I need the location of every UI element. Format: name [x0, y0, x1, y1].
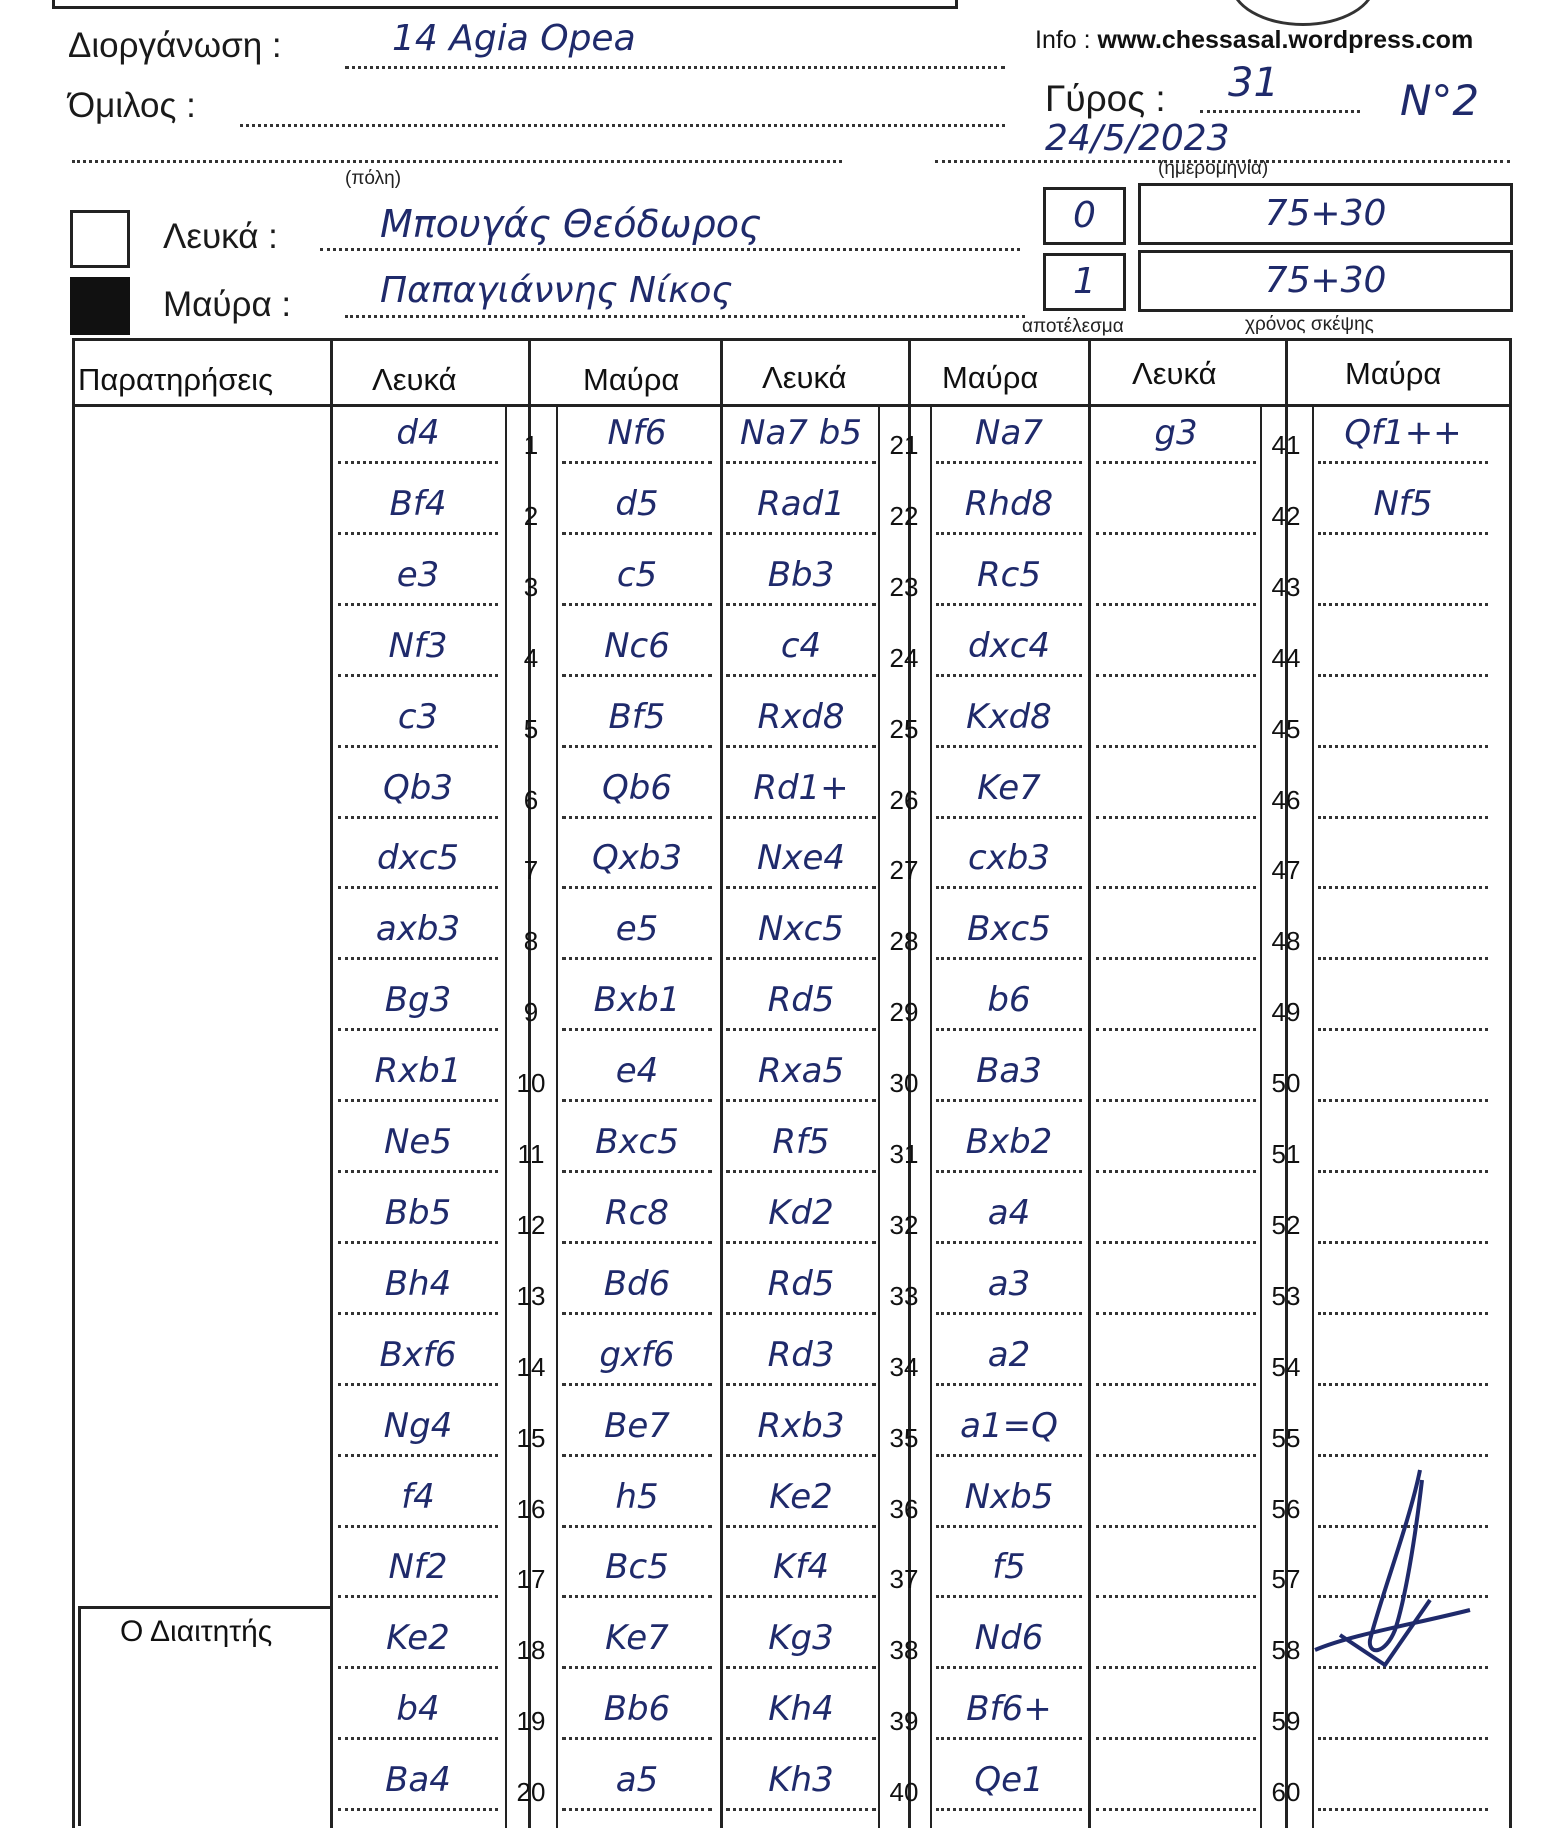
- black-move-cell: e4: [562, 1046, 712, 1102]
- black-player-name: Παπαγιάννης Νίκος: [380, 270, 733, 311]
- white-move-cell: [1096, 833, 1256, 889]
- white-move-cell: [1096, 1755, 1256, 1811]
- top-border-bar: [52, 0, 958, 9]
- black-move-cell: Nxb5: [936, 1472, 1082, 1528]
- move-number: 34: [889, 1351, 919, 1382]
- move-number: 13: [516, 1280, 546, 1311]
- move-number: 36: [889, 1493, 919, 1524]
- num-col-line-3l: [1260, 404, 1262, 1828]
- white-move-cell: [1096, 763, 1256, 819]
- move-number: 48: [1271, 926, 1301, 957]
- move-number: 15: [516, 1422, 546, 1453]
- white-move-cell: Bb3: [726, 550, 876, 606]
- move-number: 57: [1271, 1564, 1301, 1595]
- black-move-cell: Qb6: [562, 763, 712, 819]
- white-move-cell: [1096, 692, 1256, 748]
- white-color-square: [70, 210, 130, 268]
- white-player-name: Μπουγάς Θεόδωρος: [380, 202, 762, 246]
- move-number: 49: [1271, 997, 1301, 1028]
- move-number: 58: [1271, 1635, 1301, 1666]
- white-move-cell: Rd5: [726, 975, 876, 1031]
- round-dotted-line: [1200, 110, 1360, 113]
- white-move-cell: [1096, 479, 1256, 535]
- white-move-cell: Nf3: [338, 621, 498, 677]
- move-number: 51: [1271, 1139, 1301, 1169]
- header-separator: [72, 404, 1512, 407]
- move-number: 43: [1271, 571, 1301, 602]
- white-move-cell: Rd1+: [726, 763, 876, 819]
- black-move-cell: Ba3: [936, 1046, 1082, 1102]
- move-number: 22: [889, 500, 919, 531]
- black-move-cell: [1318, 1188, 1488, 1244]
- black-move-cell: a5: [562, 1755, 712, 1811]
- white-move-cell: [1096, 1330, 1256, 1386]
- white-move-cell: [1096, 1188, 1256, 1244]
- move-number: 6: [523, 784, 539, 815]
- black-move-cell: Bd6: [562, 1259, 712, 1315]
- black-move-cell: [1318, 621, 1488, 677]
- round-label: Γύρος :: [1045, 78, 1166, 119]
- round-value: 31: [1228, 60, 1279, 106]
- move-number: 54: [1271, 1351, 1301, 1382]
- tournament-dotted-line: [345, 66, 1005, 69]
- black-move-cell: Qe1: [936, 1755, 1082, 1811]
- move-number: 19: [516, 1706, 546, 1737]
- black-move-cell: Bc5: [562, 1542, 712, 1598]
- black-move-cell: Bxb1: [562, 975, 712, 1031]
- black-move-cell: h5: [562, 1472, 712, 1528]
- move-number: 56: [1271, 1493, 1301, 1524]
- board-number: N°2: [1400, 76, 1480, 125]
- move-number: 5: [523, 713, 539, 744]
- black-move-cell: [1318, 1755, 1488, 1811]
- black-move-cell: cxb3: [936, 833, 1082, 889]
- white-result-box: [1043, 187, 1126, 245]
- col-line-b: [720, 338, 723, 1828]
- white-move-cell: Rf5: [726, 1117, 876, 1173]
- move-number: 8: [523, 926, 539, 957]
- arbiter-label: Ο Διαιτητής: [120, 1615, 273, 1648]
- black-header-3: Μαύρα: [1345, 356, 1442, 391]
- black-move-cell: [1318, 763, 1488, 819]
- white-move-cell: Kf4: [726, 1542, 876, 1598]
- move-number: 46: [1271, 784, 1301, 815]
- black-move-cell: Rc8: [562, 1188, 712, 1244]
- white-move-cell: [1096, 1542, 1256, 1598]
- white-move-cell: g3: [1096, 408, 1256, 464]
- black-move-cell: [1318, 1330, 1488, 1386]
- white-move-cell: [1096, 1117, 1256, 1173]
- white-time-box: [1138, 183, 1513, 245]
- white-move-cell: [1096, 975, 1256, 1031]
- black-move-cell: Be7: [562, 1401, 712, 1457]
- white-move-cell: [1096, 1684, 1256, 1740]
- black-move-cell: [1318, 904, 1488, 960]
- num-col-line-2l: [878, 404, 880, 1828]
- black-move-cell: Ke7: [936, 763, 1082, 819]
- black-move-cell: Bb6: [562, 1684, 712, 1740]
- black-move-cell: [1318, 1259, 1488, 1315]
- black-header-2: Μαύρα: [942, 360, 1039, 395]
- white-move-cell: Ne5: [338, 1117, 498, 1173]
- move-number: 33: [889, 1280, 919, 1311]
- white-move-cell: Ba4: [338, 1755, 498, 1811]
- move-number: 35: [889, 1422, 919, 1453]
- white-move-cell: Nf2: [338, 1542, 498, 1598]
- black-time: 75+30: [1264, 260, 1387, 301]
- white-move-cell: Bb5: [338, 1188, 498, 1244]
- black-move-cell: [1318, 1117, 1488, 1173]
- move-number: 16: [516, 1493, 546, 1524]
- white-result: 0: [1073, 195, 1096, 236]
- col-line-d: [1088, 338, 1091, 1828]
- info-url: www.chessasal.wordpress.com: [1097, 26, 1474, 54]
- white-move-cell: Kd2: [726, 1188, 876, 1244]
- result-caption: αποτέλεσμα: [1022, 316, 1124, 337]
- black-move-cell: Ke7: [562, 1613, 712, 1669]
- white-move-cell: d4: [338, 408, 498, 464]
- move-number: 29: [889, 997, 919, 1028]
- move-number: 32: [889, 1209, 919, 1240]
- black-move-cell: f5: [936, 1542, 1082, 1598]
- white-move-cell: Ke2: [338, 1613, 498, 1669]
- white-move-cell: Nxe4: [726, 833, 876, 889]
- black-label: Μαύρα :: [163, 285, 292, 324]
- move-number: 55: [1271, 1422, 1301, 1453]
- move-number: 42: [1271, 500, 1301, 531]
- move-number: 18: [516, 1635, 546, 1666]
- move-number: 4: [523, 642, 539, 673]
- col-line-remarks: [330, 338, 333, 1828]
- city-dotted-line: [72, 160, 842, 163]
- move-number: 12: [516, 1209, 546, 1240]
- move-number: 20: [516, 1777, 546, 1808]
- move-number: 24: [889, 642, 919, 673]
- white-move-cell: b4: [338, 1684, 498, 1740]
- black-move-cell: c5: [562, 550, 712, 606]
- move-number: 31: [889, 1139, 919, 1169]
- white-move-cell: [1096, 1259, 1256, 1315]
- black-color-square: [70, 277, 130, 335]
- black-move-cell: [1318, 1046, 1488, 1102]
- move-number: 50: [1271, 1068, 1301, 1099]
- white-move-cell: [1096, 621, 1256, 677]
- remarks-header: Παρατηρήσεις: [78, 362, 274, 397]
- white-move-cell: Na7 b5: [726, 408, 876, 464]
- move-number: 37: [889, 1564, 919, 1595]
- white-move-cell: Rxb3: [726, 1401, 876, 1457]
- move-number: 44: [1271, 642, 1301, 673]
- move-number: 30: [889, 1068, 919, 1099]
- white-move-cell: Kh3: [726, 1755, 876, 1811]
- white-move-cell: Ke2: [726, 1472, 876, 1528]
- black-move-cell: Qxb3: [562, 833, 712, 889]
- white-move-cell: Bh4: [338, 1259, 498, 1315]
- black-move-cell: a1=Q: [936, 1401, 1082, 1457]
- white-move-cell: [1096, 1401, 1256, 1457]
- black-move-cell: [1318, 1684, 1488, 1740]
- move-number: 1: [523, 430, 539, 460]
- black-move-cell: a3: [936, 1259, 1082, 1315]
- move-number: 10: [516, 1068, 546, 1099]
- move-number: 7: [523, 855, 539, 886]
- time-caption: χρόνος σκέψης: [1245, 314, 1374, 335]
- black-move-cell: e5: [562, 904, 712, 960]
- tournament-value: 14 Agia Opea: [392, 18, 636, 59]
- white-move-cell: Qb3: [338, 763, 498, 819]
- black-move-cell: Kxd8: [936, 692, 1082, 748]
- move-number: 52: [1271, 1209, 1301, 1240]
- black-move-cell: [1318, 833, 1488, 889]
- white-move-cell: Bg3: [338, 975, 498, 1031]
- white-move-cell: Rd3: [726, 1330, 876, 1386]
- move-number: 17: [516, 1564, 546, 1595]
- black-move-cell: gxf6: [562, 1330, 712, 1386]
- white-move-cell: c4: [726, 621, 876, 677]
- white-time: 75+30: [1264, 193, 1387, 234]
- white-label: Λευκά :: [163, 217, 278, 256]
- black-move-cell: d5: [562, 479, 712, 535]
- black-move-cell: b6: [936, 975, 1082, 1031]
- white-move-cell: Bf4: [338, 479, 498, 535]
- info-prefix: Info :: [1035, 26, 1091, 54]
- date-value: 24/5/2023: [1045, 118, 1230, 159]
- white-move-cell: [1096, 904, 1256, 960]
- black-move-cell: Nd6: [936, 1613, 1082, 1669]
- white-move-cell: Rxa5: [726, 1046, 876, 1102]
- num-col-line-2r: [930, 404, 932, 1828]
- move-number: 39: [889, 1706, 919, 1737]
- move-number: 38: [889, 1635, 919, 1666]
- black-move-cell: Bf6+: [936, 1684, 1082, 1740]
- info-line: [1035, 26, 1473, 55]
- white-move-cell: [1096, 1472, 1256, 1528]
- white-move-cell: dxc5: [338, 833, 498, 889]
- city-caption: (πόλη): [345, 168, 402, 189]
- date-caption: (ημερομηνία): [1158, 158, 1269, 179]
- black-move-cell: [1318, 975, 1488, 1031]
- move-number: 2: [523, 500, 539, 531]
- move-number: 26: [889, 784, 919, 815]
- white-name-dotted-line: [320, 248, 1020, 251]
- black-name-dotted-line: [345, 315, 1025, 318]
- white-move-cell: [1096, 1046, 1256, 1102]
- white-move-cell: Kg3: [726, 1613, 876, 1669]
- black-move-cell: Nf5: [1318, 479, 1488, 535]
- white-move-cell: Nxc5: [726, 904, 876, 960]
- black-move-cell: Nc6: [562, 621, 712, 677]
- white-header-2: Λευκά: [762, 360, 847, 395]
- black-move-cell: [1318, 1401, 1488, 1457]
- move-number: 3: [523, 571, 539, 602]
- black-move-cell: dxc4: [936, 621, 1082, 677]
- move-number: 40: [889, 1777, 919, 1808]
- group-dotted-line: [240, 124, 1005, 127]
- move-number: 59: [1271, 1706, 1301, 1737]
- black-result: 1: [1073, 261, 1096, 302]
- black-move-cell: Bf5: [562, 692, 712, 748]
- white-move-cell: e3: [338, 550, 498, 606]
- move-number: 23: [889, 571, 919, 602]
- move-number: 60: [1271, 1777, 1301, 1808]
- black-result-box: [1043, 253, 1126, 311]
- white-move-cell: Bxf6: [338, 1330, 498, 1386]
- black-move-cell: [1318, 692, 1488, 748]
- black-move-cell: [1318, 550, 1488, 606]
- move-number: 14: [516, 1351, 546, 1382]
- move-number: 11: [517, 1139, 545, 1169]
- move-number: 25: [889, 713, 919, 744]
- white-move-cell: [1096, 1613, 1256, 1669]
- white-move-cell: Rd5: [726, 1259, 876, 1315]
- white-move-cell: Kh4: [726, 1684, 876, 1740]
- black-move-cell: Bxb2: [936, 1117, 1082, 1173]
- white-header-1: Λευκά: [372, 362, 457, 397]
- move-number: 27: [889, 855, 919, 886]
- black-move-cell: Nf6: [562, 408, 712, 464]
- white-move-cell: [1096, 550, 1256, 606]
- black-move-cell: Bxc5: [562, 1117, 712, 1173]
- white-move-cell: axb3: [338, 904, 498, 960]
- move-number: 53: [1271, 1280, 1301, 1311]
- black-move-cell: Na7: [936, 408, 1082, 464]
- group-label: Όμιλος :: [68, 86, 196, 125]
- black-move-cell: Qf1++: [1318, 408, 1488, 464]
- move-number: 41: [1271, 430, 1301, 460]
- black-time-box: [1138, 250, 1513, 312]
- black-move-cell: Rhd8: [936, 479, 1082, 535]
- arbiter-signature: [1310, 1460, 1490, 1680]
- logo-seal: [1230, 0, 1376, 26]
- tournament-label: Διοργάνωση :: [68, 26, 282, 65]
- white-move-cell: Rxb1: [338, 1046, 498, 1102]
- move-number: 47: [1271, 855, 1301, 886]
- black-move-cell: Bxc5: [936, 904, 1082, 960]
- white-move-cell: Rxd8: [726, 692, 876, 748]
- white-move-cell: c3: [338, 692, 498, 748]
- move-number: 9: [523, 997, 539, 1028]
- black-header-1: Μαύρα: [583, 362, 680, 397]
- move-number: 21: [889, 430, 919, 460]
- move-number: 28: [889, 926, 919, 957]
- num-col-line-1r: [556, 404, 558, 1828]
- black-move-cell: a4: [936, 1188, 1082, 1244]
- white-move-cell: Ng4: [338, 1401, 498, 1457]
- white-move-cell: f4: [338, 1472, 498, 1528]
- black-move-cell: a2: [936, 1330, 1082, 1386]
- white-header-3: Λευκά: [1132, 356, 1217, 391]
- white-move-cell: Rad1: [726, 479, 876, 535]
- num-col-line-1l: [505, 404, 507, 1828]
- black-move-cell: Rc5: [936, 550, 1082, 606]
- move-number: 45: [1271, 713, 1301, 744]
